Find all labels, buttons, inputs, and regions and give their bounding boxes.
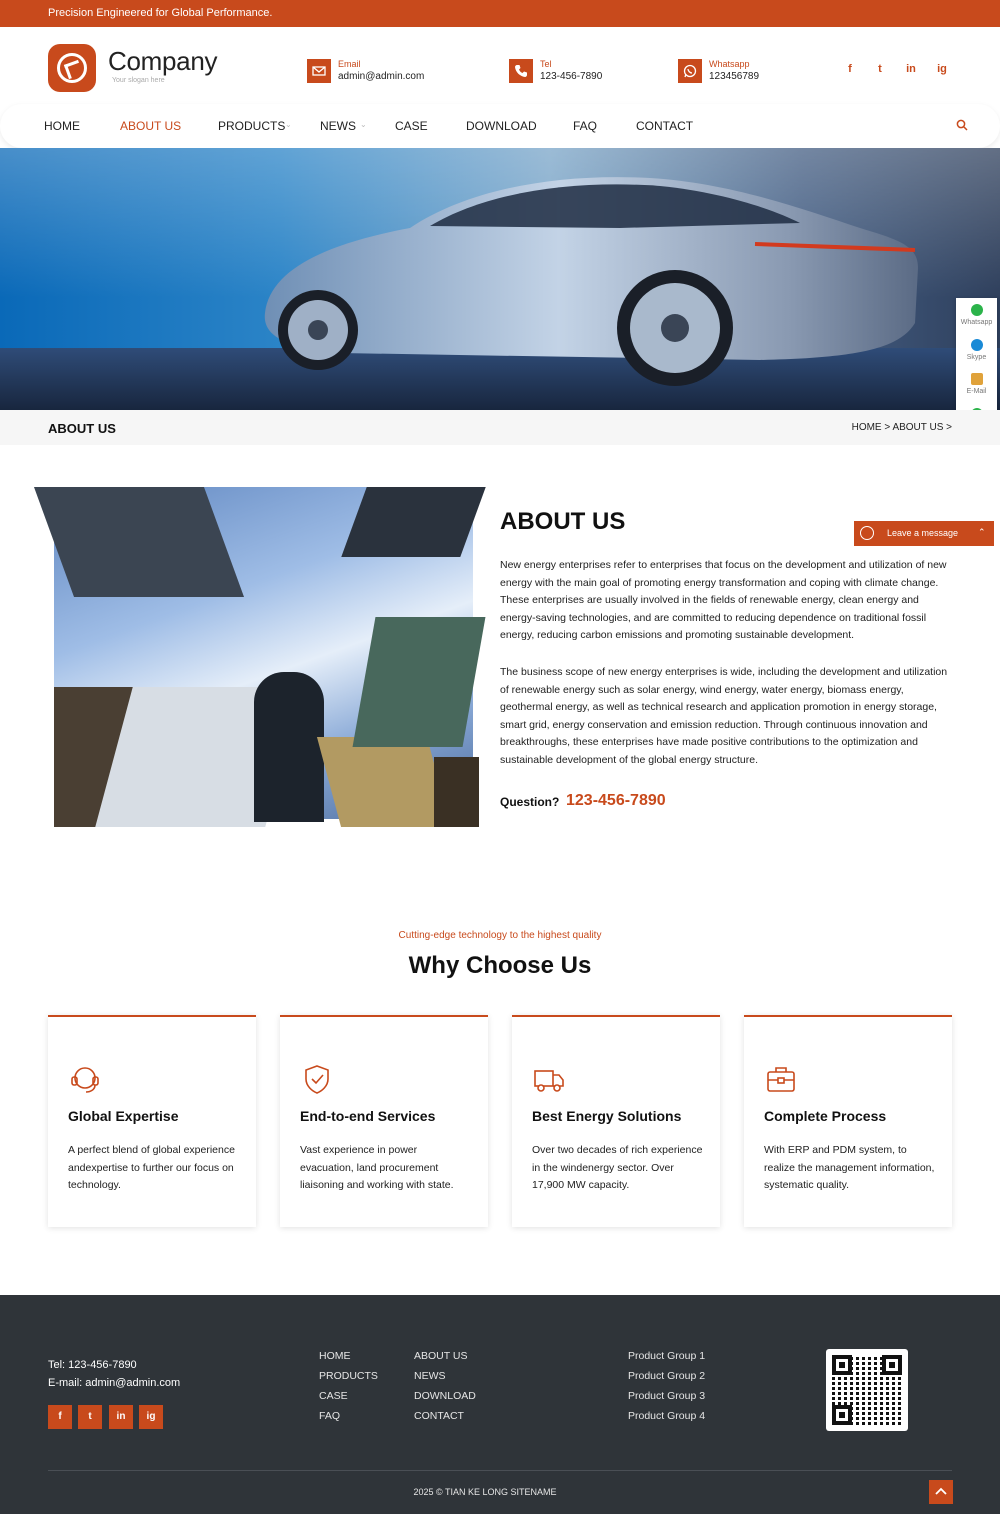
- truck-icon: [532, 1062, 566, 1096]
- card-title: Complete Process: [764, 1108, 887, 1124]
- side-email-label: E-Mail: [966, 388, 987, 395]
- brand-name[interactable]: Company: [108, 46, 218, 76]
- briefcase-icon: [764, 1062, 798, 1096]
- chevron-down-icon[interactable]: ⌄: [285, 120, 292, 129]
- footer-product-group[interactable]: Product Group 3: [628, 1390, 706, 1402]
- instagram-icon[interactable]: ig: [139, 1405, 163, 1429]
- tagline: Precision Engineered for Global Performance.: [48, 7, 273, 19]
- buildings-image: [54, 487, 473, 819]
- side-whatsapp[interactable]: [956, 304, 997, 326]
- facebook-icon[interactable]: f: [848, 63, 852, 75]
- twitter-icon[interactable]: t: [878, 63, 882, 75]
- shield-check-icon: [300, 1062, 334, 1096]
- skype-icon: [971, 339, 983, 351]
- search-icon[interactable]: [956, 119, 968, 131]
- card-text: A perfect blend of global experience andexpertise to further our focus on technology.: [68, 1144, 235, 1191]
- header: [0, 27, 1000, 107]
- footer-email: E-mail: admin@admin.com: [48, 1377, 181, 1389]
- nav-products[interactable]: PRODUCTS: [218, 119, 286, 133]
- feature-card[interactable]: [744, 1015, 952, 1227]
- twitter-icon[interactable]: t: [78, 1405, 102, 1429]
- card-text: Vast experience in power evacuation, land procurement liaisoning and working with state.: [300, 1144, 454, 1191]
- footer-link-download[interactable]: DOWNLOAD: [414, 1390, 476, 1402]
- breadcrumb[interactable]: HOME > ABOUT US >: [851, 422, 952, 433]
- copyright: 2025 © TIAN KE LONG SITENAME: [413, 1487, 557, 1497]
- car-image: [0, 148, 1000, 410]
- card-text: Over two decades of rich experience in the windenergy sector. Over 17,900 MW capacity.: [532, 1144, 703, 1191]
- breadcrumb-bar: [0, 410, 1000, 445]
- whatsapp-icon: [971, 304, 983, 316]
- footer-link-contact[interactable]: CONTACT: [414, 1410, 464, 1422]
- qr-code: [826, 1349, 908, 1431]
- nav-case[interactable]: CASE: [395, 119, 428, 133]
- about-paragraph-2: The business scope of new energy enterprises is wide, including the development and utilization of renewable energy such as solar energy, wind energy, water energy, biomass energy, geothermal energy, as well as technical research and application promotion in energy storage, smart grid, energy conservation and emission reduction. Through continuous innovation and breakthroughs, these enterprises have made positive contributions to the optimization and sustainable development of the global energy structure.: [500, 666, 948, 766]
- footer-product-group[interactable]: Product Group 1: [628, 1350, 706, 1362]
- tel-value: 123-456-7890: [540, 71, 603, 82]
- footer-link-news[interactable]: NEWS: [414, 1370, 446, 1382]
- logo-icon[interactable]: [48, 44, 96, 92]
- back-to-top-button[interactable]: [929, 1480, 953, 1504]
- nav-about-us[interactable]: ABOUT US: [120, 119, 182, 133]
- footer-link-faq[interactable]: FAQ: [319, 1410, 341, 1422]
- chat-icon: [860, 526, 874, 540]
- footer-link-products[interactable]: PRODUCTS: [319, 1370, 378, 1382]
- phone-icon: [509, 59, 533, 83]
- feature-card[interactable]: [280, 1015, 488, 1227]
- feature-card[interactable]: [512, 1015, 720, 1227]
- footer-link-home[interactable]: HOME: [319, 1350, 351, 1362]
- nav-download[interactable]: DOWNLOAD: [466, 119, 537, 133]
- mail-icon: [307, 59, 331, 83]
- footer-link-case[interactable]: CASE: [319, 1390, 348, 1402]
- nav-home[interactable]: HOME: [44, 119, 80, 133]
- feature-card[interactable]: [48, 1015, 256, 1227]
- whatsapp-label: Whatsapp: [709, 59, 750, 69]
- nav-contact[interactable]: CONTACT: [636, 119, 694, 133]
- linkedin-icon[interactable]: in: [906, 63, 916, 75]
- why-title: Why Choose Us: [408, 952, 592, 979]
- facebook-icon[interactable]: f: [48, 1405, 72, 1429]
- linkedin-icon[interactable]: in: [109, 1405, 133, 1429]
- card-text: With ERP and PDM system, to realize the management information, systematic quality.: [764, 1144, 935, 1191]
- side-skype[interactable]: [956, 339, 997, 361]
- email-label: Email: [338, 59, 361, 69]
- footer-product-group[interactable]: Product Group 4: [628, 1410, 706, 1422]
- side-whatsapp-label: Whatsapp: [960, 319, 993, 326]
- nav-faq[interactable]: FAQ: [573, 119, 598, 133]
- tel-label: Tel: [540, 59, 552, 69]
- card-title: End-to-end Services: [300, 1108, 436, 1124]
- main-nav: [0, 104, 1000, 148]
- chevron-up-icon: [929, 1480, 953, 1504]
- card-title: Best Energy Solutions: [532, 1108, 682, 1124]
- about-title: ABOUT US: [500, 508, 626, 535]
- about-paragraph-1: New energy enterprises refer to enterprises that focus on the development and utilization of new energy with the main goal of promoting energy transformation and coping with climate change. These enterprises are usually involved in the fields of renewable energy, clean energy and energy-saving technologies, and are committed to reducing dependence on traditional fossil energy, reducing carbon emissions and promoting sustainable development.: [500, 559, 947, 641]
- brand-slogan: Your slogan here: [112, 77, 165, 84]
- whatsapp-icon: [678, 59, 702, 83]
- instagram-icon[interactable]: ig: [937, 63, 947, 75]
- chevron-down-icon[interactable]: ⌄: [360, 120, 367, 129]
- footer-divider: [48, 1470, 952, 1471]
- side-skype-label: Skype: [966, 354, 987, 361]
- footer: [0, 1295, 1000, 1514]
- leave-message-label: Leave a message: [887, 528, 959, 538]
- mail-icon: [971, 373, 983, 385]
- footer-product-group[interactable]: Product Group 2: [628, 1370, 706, 1382]
- nav-news[interactable]: NEWS: [320, 119, 356, 133]
- chevron-up-icon[interactable]: ⌃: [978, 527, 986, 537]
- headset-icon: [68, 1062, 102, 1096]
- card-title: Global Expertise: [68, 1108, 179, 1124]
- why-subtitle: Cutting-edge technology to the highest quality: [398, 930, 602, 941]
- leave-message-button[interactable]: [854, 521, 994, 546]
- footer-link-about[interactable]: ABOUT US: [414, 1350, 468, 1362]
- top-bar: [0, 0, 1000, 27]
- question-label: Question?: [500, 795, 560, 809]
- footer-tel: Tel: 123-456-7890: [48, 1359, 137, 1371]
- email-value: admin@admin.com: [338, 71, 425, 82]
- whatsapp-value: 123456789: [709, 71, 760, 82]
- page-title: ABOUT US: [48, 421, 116, 436]
- question-phone[interactable]: 123-456-7890: [566, 792, 666, 809]
- side-email[interactable]: [956, 373, 997, 395]
- hero-banner: [0, 148, 1000, 410]
